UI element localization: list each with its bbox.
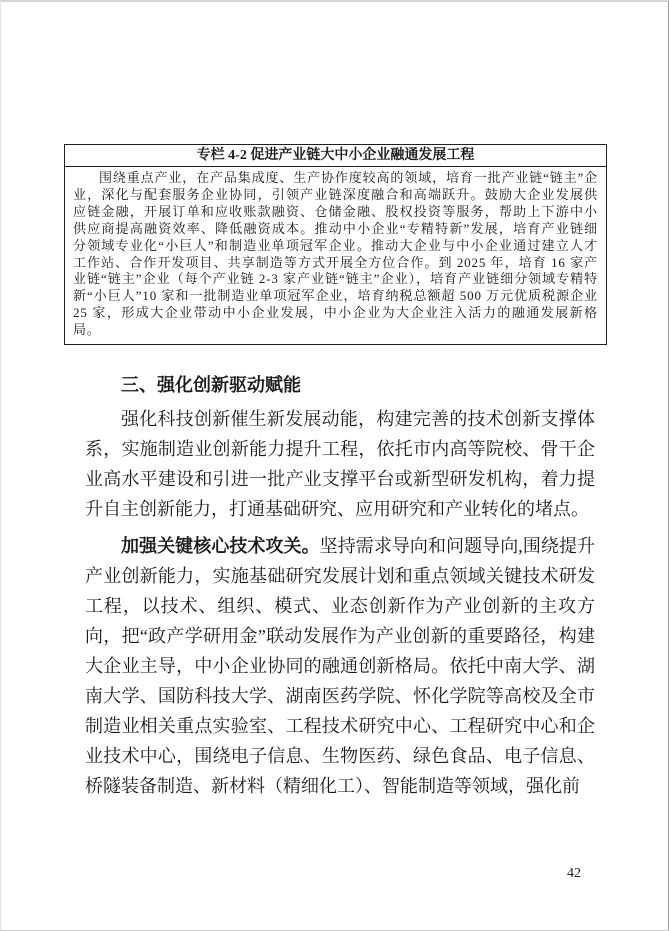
paragraph-1: 强化科技创新催生新发展动能，构建完善的技术创新支撑体系，实施制造业创新能力提升工程，依托市内高等院校、骨干企业高水平建设和引进一批产业支撑平台或新型研发机构，着力提升自主创新能力，打通基础研究、应用研究和产业转化的堵点。: [85, 409, 595, 519]
callout-box: [64, 144, 607, 345]
section-heading: 三、强化创新驱动赋能: [121, 375, 301, 395]
page-number: 42: [567, 866, 581, 881]
document-body: [85, 373, 595, 801]
callout-box-body: 围绕重点产业，在产品集成度、生产协作度较高的领域，培育一批产业链“链主”企业，深化与配套服务企业协同，引领产业链深度融合和高端跃升。鼓励大企业发展供应链金融，开展订单和应收账款融资、仓储金融、股权投资等服务，帮助上下游中小供应商提高融资效率、降低融资成本。推动中小企业“专精特新”发展，培育产业链细分领域专业化“小巨人”和制造业单项冠军企业。推动大企业与中小企业通过建立人才工作站、合作开发项目、共享制造等方式开展全方位合作。到 2025 年，培育 16 家产业链“链主”企业（每个产业链 2-3 家产业链“链主”企业），培育产业链细分领域专精特新“小巨人”10 家和一批制造业单项冠军企业，培育纳税总额超 500 万元优质税源企业 25 家，形成大企业带动中小企业发展，中小企业为大企业注入活力的融通发展新格局。: [73, 170, 598, 338]
paragraph-2-bold-lead: 加强关键核心技术攻关。: [121, 536, 320, 556]
callout-box-title: 专栏 4-2 促进产业链大中小企业融通发展工程: [65, 145, 606, 167]
paragraph-2: [85, 531, 595, 801]
paragraph-2-text: 坚持需求导向和问题导向,围绕提升产业创新能力，实施基础研究发展计划和重点领域关键技术研发工程，以技术、组织、模式、业态创新作为产业创新的主攻方向，把“政产学研用金”联动发展作为产业创新的重要路径，构建大企业主导，中小企业协同的融通创新格局。依托中南大学、湖南大学、国防科技大学、湖南医药学院、怀化学院等高校及全市制造业相关重点实验室、工程技术研究中心、工程研究中心和企业技术中心，围绕电子信息、生物医药、绿色食品、电子信息、桥隧装备制造、新材料（精细化工）、智能制造等领域，强化前: [85, 536, 596, 796]
